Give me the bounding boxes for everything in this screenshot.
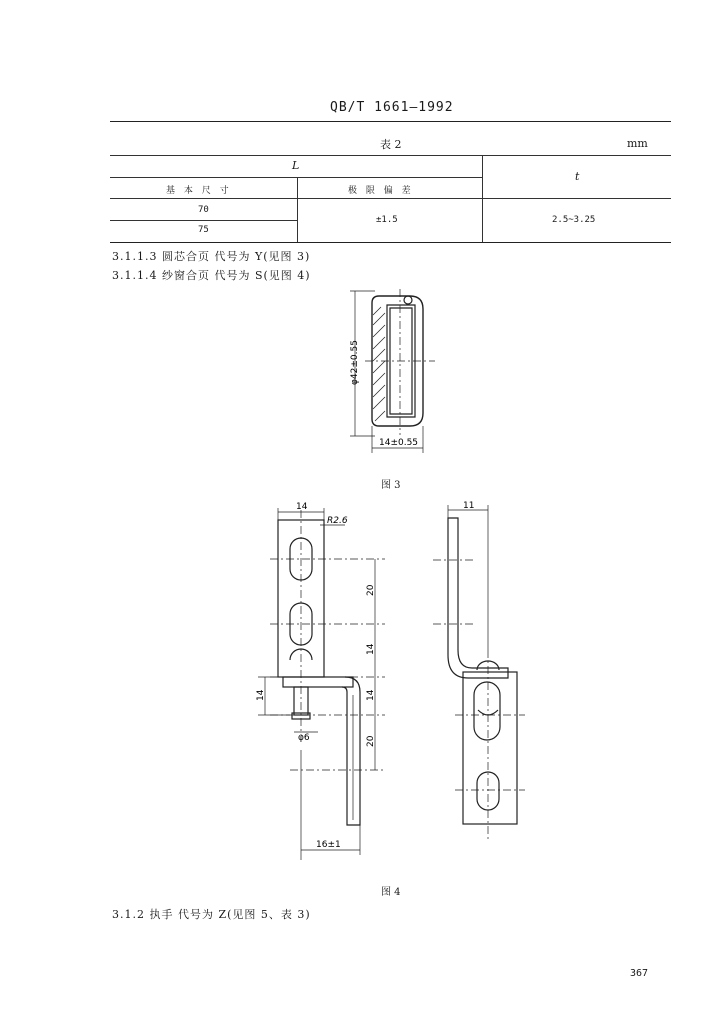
table-header-L: L [292,159,300,172]
fig4-dim-11: 11 [463,501,475,511]
fig4-dim-20-lower: 20 [366,735,376,747]
fig4-dim-14-mid: 14 [366,643,376,655]
fig3-dim-height: φ42±0.55 [350,340,360,385]
table-cell-70: 70 [198,205,209,215]
table-bottom-rule [110,242,671,243]
table-cell-tolerance: ±1.5 [376,215,398,225]
standard-header: QB/T 1661—1992 [330,100,454,115]
table-sub-basic: 基 本 尺 寸 [166,186,232,196]
header-rule [110,121,671,122]
table-sub-tol: 极 限 偏 差 [348,186,414,196]
table-vline-mid [297,177,298,242]
figure-3-caption: 图 3 [381,480,401,491]
fig4-dim-14-lower: 14 [366,689,376,701]
fig3-dim-width: 14±0.55 [379,438,419,448]
table-top-rule [110,155,671,156]
page-number: 367 [630,968,649,979]
table-row-rule [110,220,297,221]
fig4-dim-14-left: 14 [256,689,266,701]
fig4-dim-radius: R2.6 [327,516,348,526]
table-unit: mm [627,137,648,150]
table-title: 表 2 [380,138,402,151]
table-sub-rule [110,177,482,178]
table-header-rule [110,198,671,199]
clause-3-1-2: 3.1.2 执手 代号为 Z(见图 5、表 3) [112,908,311,921]
table-cell-t-value: 2.5~3.25 [552,215,596,225]
figure-3-drawing [335,285,445,455]
fig4-dim-14-top: 14 [296,502,308,512]
fig4-dim-20-upper: 20 [366,584,376,596]
clause-3-1-1-3: 3.1.1.3 圆芯合页 代号为 Y(见图 3) [112,250,311,263]
clause-3-1-1-4: 3.1.1.4 纱窗合页 代号为 S(见图 4) [112,269,311,282]
figure-4-drawing [250,500,540,865]
figure-4-caption: 图 4 [381,887,401,898]
table-cell-75: 75 [198,225,209,235]
fig4-dim-phi6: φ6 [298,733,310,743]
fig4-dim-16: 16±1 [316,840,341,850]
table-header-t: t [575,170,580,183]
